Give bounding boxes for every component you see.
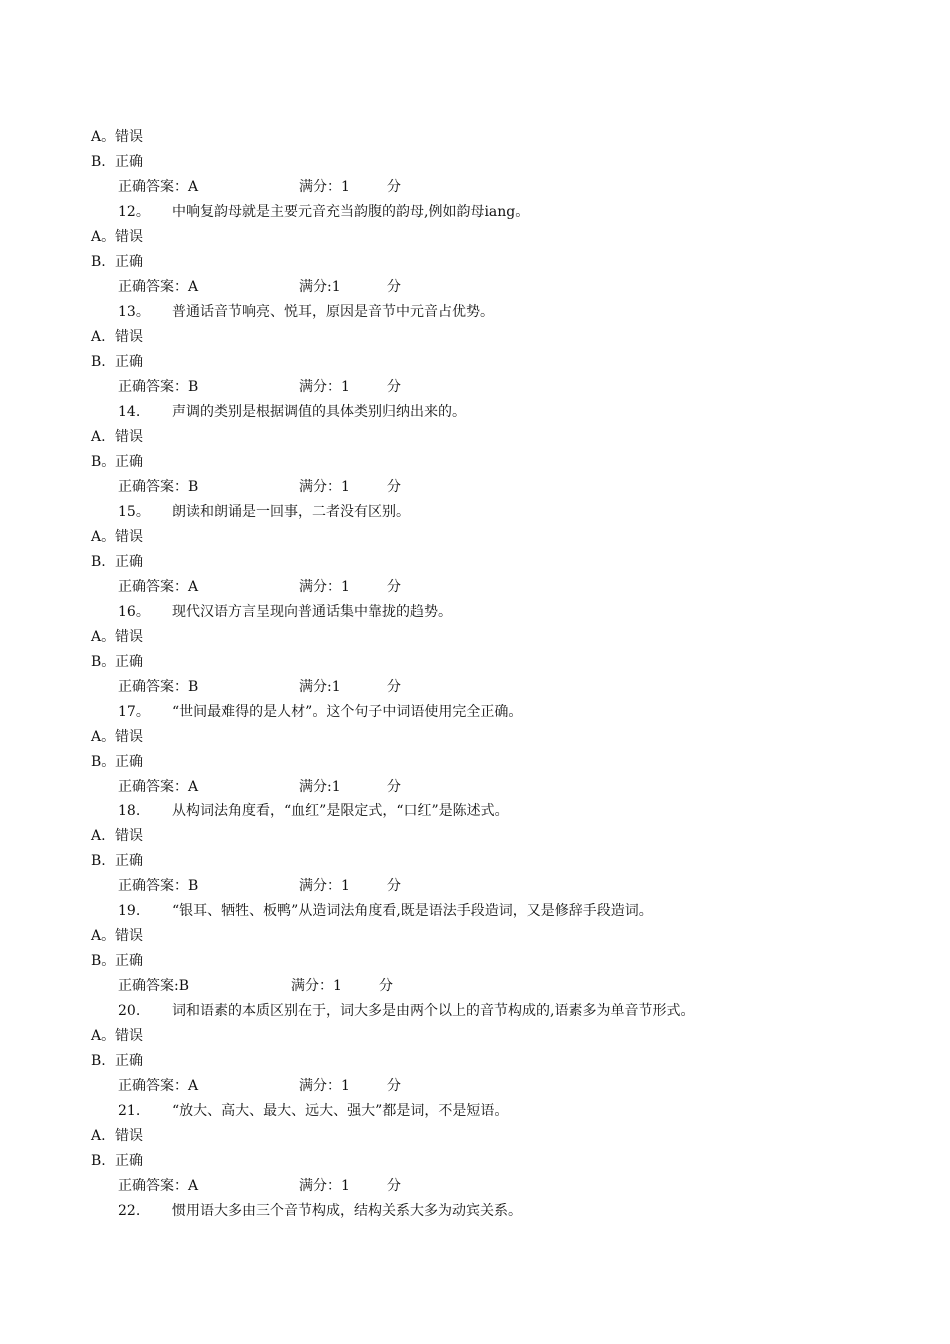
correct-answer: 正确答案：A	[118, 179, 199, 195]
option-a	[91, 127, 143, 147]
question-number: 13。	[118, 304, 150, 320]
question-line	[118, 502, 410, 522]
option-letter: B.	[91, 1153, 106, 1169]
option-text: 错误	[115, 429, 143, 445]
score-unit: 分	[387, 779, 401, 795]
option-b	[91, 252, 143, 272]
option-text: 正确	[115, 1153, 143, 1169]
score: 满分：1	[291, 978, 342, 994]
answer-line	[118, 876, 401, 896]
option-letter: B.	[91, 554, 106, 570]
option-b	[91, 1051, 143, 1071]
question-text: 朗读和朗诵是一回事，二者没有区别。	[172, 504, 410, 520]
question-line	[118, 702, 522, 722]
correct-answer: 正确答案：B	[118, 679, 199, 695]
question-text: 声调的类别是根据调值的具体类别归纳出来的。	[172, 404, 466, 420]
option-letter: B.	[91, 853, 106, 869]
option-letter: B.	[91, 254, 106, 270]
option-b	[91, 652, 143, 672]
option-text: 错误	[115, 329, 143, 345]
option-text: 正确	[115, 254, 143, 270]
question-text: “银耳、牺牲、板鸭”从造词法角度看,既是语法手段造词，又是修辞手段造词。	[172, 903, 653, 919]
option-letter: A.	[91, 429, 106, 445]
answer-line	[118, 177, 401, 197]
question-number: 14.	[118, 404, 141, 420]
question-number: 12。	[118, 204, 150, 220]
option-letter: B。	[91, 654, 116, 670]
answer-line	[118, 277, 401, 297]
option-letter: B。	[91, 754, 116, 770]
score: 满分:1	[299, 679, 341, 695]
correct-answer: 正确答案：B	[118, 379, 199, 395]
answer-line	[118, 1076, 401, 1096]
option-a	[91, 627, 143, 647]
option-text: 正确	[115, 154, 143, 170]
answer-line	[118, 976, 393, 996]
question-line	[118, 402, 466, 422]
correct-answer: 正确答案：A	[118, 779, 199, 795]
option-letter: A。	[91, 529, 116, 545]
option-letter: A。	[91, 729, 116, 745]
option-text: 正确	[115, 953, 143, 969]
option-a	[91, 527, 143, 547]
score-unit: 分	[387, 179, 401, 195]
option-b	[91, 951, 143, 971]
option-a	[91, 1026, 143, 1046]
correct-answer: 正确答案：A	[118, 1178, 199, 1194]
score: 满分：1	[299, 579, 350, 595]
option-text: 正确	[115, 853, 143, 869]
option-text: 正确	[115, 654, 143, 670]
question-line	[118, 1001, 694, 1021]
option-b	[91, 152, 143, 172]
score: 满分:1	[299, 279, 341, 295]
question-line	[118, 901, 653, 921]
question-line	[118, 1101, 508, 1121]
option-text: 正确	[115, 354, 143, 370]
answer-line	[118, 1176, 401, 1196]
question-number: 18.	[118, 803, 141, 819]
correct-answer: 正确答案:B	[118, 978, 190, 994]
option-b	[91, 1151, 143, 1171]
score: 满分：1	[299, 479, 350, 495]
option-text: 错误	[115, 1028, 143, 1044]
question-line	[118, 1201, 522, 1221]
question-text: “世间最难得的是人材”。这个句子中词语使用完全正确。	[172, 704, 523, 720]
option-a	[91, 826, 143, 846]
option-letter: B。	[91, 953, 116, 969]
question-text: 词和语素的本质区别在于，词大多是由两个以上的音节构成的,语素多为单音节形式。	[172, 1003, 695, 1019]
score: 满分：1	[299, 1178, 350, 1194]
correct-answer: 正确答案：B	[118, 479, 199, 495]
option-text: 错误	[115, 928, 143, 944]
option-text: 错误	[115, 529, 143, 545]
option-text: 错误	[115, 229, 143, 245]
option-letter: B.	[91, 354, 106, 370]
option-letter: B.	[91, 154, 106, 170]
answer-line	[118, 377, 401, 397]
correct-answer: 正确答案：A	[118, 1078, 199, 1094]
option-b	[91, 552, 143, 572]
question-line	[118, 302, 494, 322]
option-letter: A。	[91, 229, 116, 245]
question-number: 17。	[118, 704, 150, 720]
score: 满分：1	[299, 179, 350, 195]
option-letter: B。	[91, 454, 116, 470]
score-unit: 分	[387, 379, 401, 395]
score: 满分：1	[299, 878, 350, 894]
score: 满分：1	[299, 1078, 350, 1094]
answer-line	[118, 777, 401, 797]
option-b	[91, 352, 143, 372]
option-b	[91, 752, 143, 772]
option-b	[91, 851, 143, 871]
option-letter: A。	[91, 928, 116, 944]
correct-answer: 正确答案：A	[118, 279, 199, 295]
question-number: 16。	[118, 604, 150, 620]
score-unit: 分	[387, 878, 401, 894]
question-text: “放大、高大、最大、远大、强大”都是词，不是短语。	[172, 1103, 509, 1119]
option-letter: A.	[91, 828, 106, 844]
score: 满分：1	[299, 379, 350, 395]
question-text: 从构词法角度看，“血红”是限定式，“口红”是陈述式。	[172, 803, 509, 819]
score: 满分:1	[299, 779, 341, 795]
option-letter: A.	[91, 1128, 106, 1144]
question-number: 22.	[118, 1203, 141, 1219]
option-a	[91, 727, 143, 747]
option-a	[91, 427, 143, 447]
option-text: 错误	[115, 629, 143, 645]
option-letter: A。	[91, 129, 116, 145]
answer-line	[118, 677, 401, 697]
question-text: 普通话音节响亮、悦耳，原因是音节中元音占优势。	[172, 304, 494, 320]
answer-line	[118, 477, 401, 497]
question-number: 15。	[118, 504, 150, 520]
question-text: 惯用语大多由三个音节构成，结构关系大多为动宾关系。	[172, 1203, 522, 1219]
option-text: 正确	[115, 554, 143, 570]
option-a	[91, 227, 143, 247]
score-unit: 分	[387, 1178, 401, 1194]
option-text: 正确	[115, 454, 143, 470]
question-line	[118, 801, 509, 821]
answer-line	[118, 577, 401, 597]
score-unit: 分	[387, 579, 401, 595]
question-line	[118, 202, 529, 222]
option-letter: A。	[91, 629, 116, 645]
question-number: 19.	[118, 903, 141, 919]
option-letter: A.	[91, 329, 106, 345]
score-unit: 分	[387, 1078, 401, 1094]
option-a	[91, 1126, 143, 1146]
option-letter: A。	[91, 1028, 116, 1044]
correct-answer: 正确答案：B	[118, 878, 199, 894]
option-text: 错误	[115, 1128, 143, 1144]
question-line	[118, 602, 452, 622]
option-b	[91, 452, 143, 472]
score-unit: 分	[379, 978, 393, 994]
option-text: 正确	[115, 754, 143, 770]
option-letter: B.	[91, 1053, 106, 1069]
correct-answer: 正确答案：A	[118, 579, 199, 595]
score-unit: 分	[387, 279, 401, 295]
question-text: 中响复韵母就是主要元音充当韵腹的韵母,例如韵母iang。	[172, 204, 530, 220]
question-number: 21.	[118, 1103, 141, 1119]
option-text: 错误	[115, 729, 143, 745]
option-text: 正确	[115, 1053, 143, 1069]
option-a	[91, 327, 143, 347]
option-a	[91, 926, 143, 946]
score-unit: 分	[387, 479, 401, 495]
score-unit: 分	[387, 679, 401, 695]
option-text: 错误	[115, 828, 143, 844]
option-text: 错误	[115, 129, 143, 145]
question-number: 20.	[118, 1003, 141, 1019]
question-text: 现代汉语方言呈现向普通话集中靠拢的趋势。	[172, 604, 452, 620]
